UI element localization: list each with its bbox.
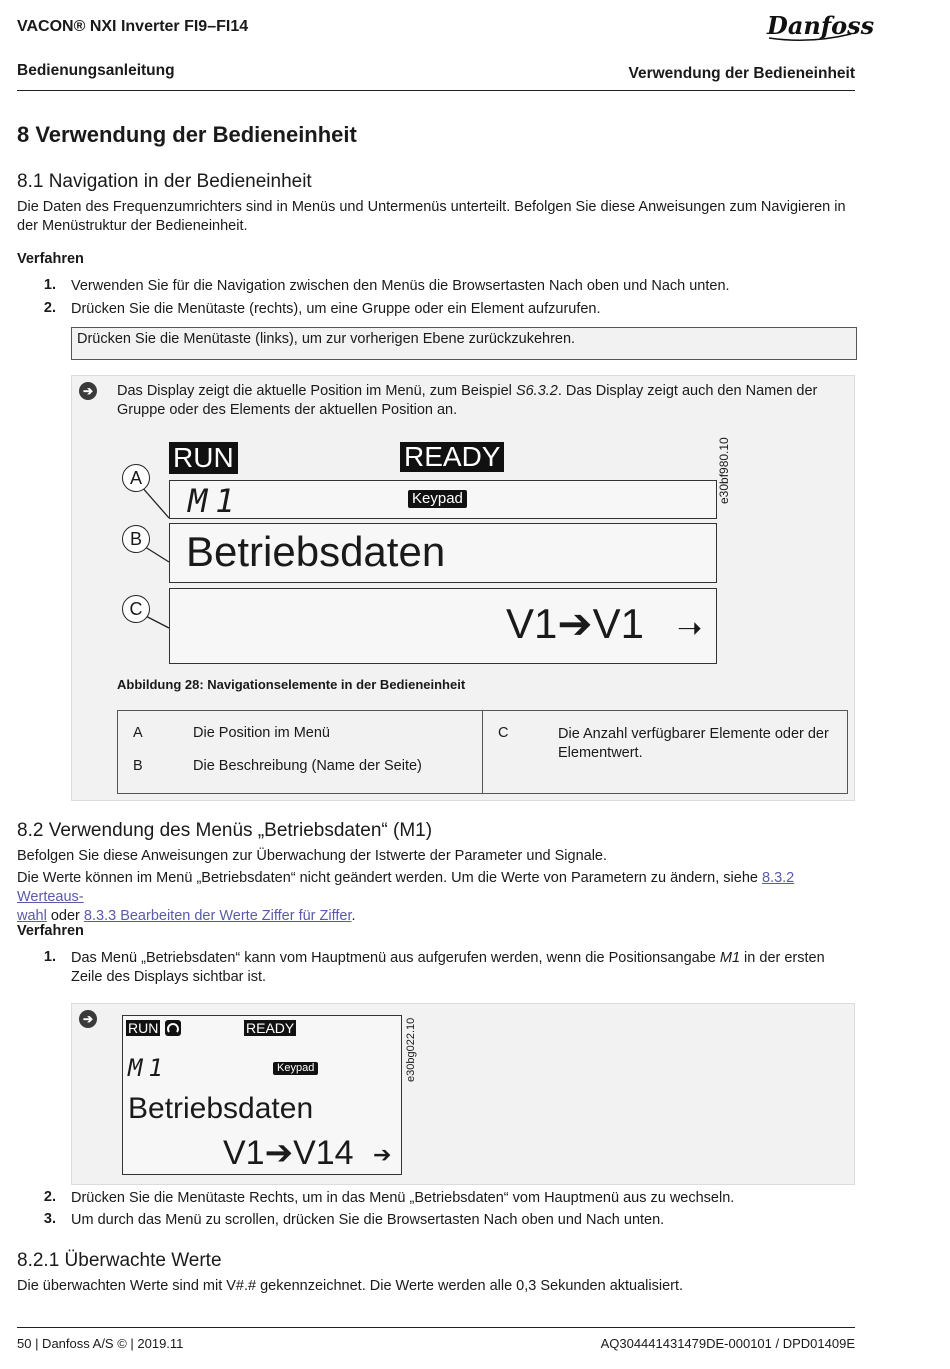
procedure-label: Verfahren <box>17 251 84 267</box>
arrow-right-icon: ➝ <box>677 612 703 645</box>
callout-c: C <box>122 595 150 623</box>
section-8-2-heading: 8.2 Verwendung des Menüs „Betriebsdaten“ (M1) <box>17 820 433 841</box>
step-number: 2. <box>43 300 56 316</box>
menu-location: M1 <box>188 482 243 520</box>
description-field <box>169 523 717 583</box>
figure-code: e30bg022.10 <box>405 1017 417 1082</box>
legend-table <box>117 710 848 794</box>
figure-code: e30bf980.10 <box>717 437 731 504</box>
link-8-3-3[interactable]: 8.3.3 Bearbeiten der Werte Ziffer für Ziffer <box>83 908 352 924</box>
step-number: 3. <box>43 1211 56 1227</box>
element-value: V1➔V1 <box>506 600 644 647</box>
legend-key: B <box>133 758 143 774</box>
danfoss-logo <box>765 8 875 46</box>
step-text: Verwenden Sie für die Navigation zwischen den Menüs die Browsertasten Nach oben und Nach unten. <box>71 278 730 294</box>
section-8-1-intro: Die Daten des Frequenzumrichters sind in Menüs und Untermenüs unterteilt. Befolgen Sie diese Anweisungen zum Navigieren in der Menüstruktur der Bedieneinheit. <box>17 199 846 234</box>
footer-rule <box>17 1327 855 1328</box>
keypad-indicator: Keypad <box>408 490 467 508</box>
legend-cell <box>118 711 483 794</box>
ready-status-indicator: READY <box>246 1020 295 1036</box>
header-rule <box>17 90 855 91</box>
note-box <box>71 1003 855 1185</box>
figure-caption: Abbildung 28: Navigationselemente in der Bedieneinheit <box>117 677 466 692</box>
logo-text: Danfoss <box>767 11 875 40</box>
step-text: Drücken Sie die Menütaste (rechts), um eine Gruppe oder ein Element aufzurufen. <box>71 301 601 317</box>
run-status-indicator: RUN <box>169 442 238 474</box>
substep-box <box>71 327 857 360</box>
callout-a: A <box>122 464 150 492</box>
document-title: VACON® NXI Inverter FI9–FI14 <box>17 18 249 35</box>
value-field <box>169 588 717 664</box>
legend-key: C <box>498 725 509 741</box>
keypad-display <box>122 1015 402 1175</box>
arrow-right-icon: ➔ <box>79 1010 97 1028</box>
link-8-3-2-cont[interactable]: wahl <box>17 908 47 924</box>
run-status-indicator: RUN <box>128 1020 159 1036</box>
section-8-2-intro: Befolgen Sie diese Anweisungen zur Überwachung der Istwerte der Parameter und Signale. <box>17 848 608 864</box>
running-section-title: Verwendung der Bedieneinheit <box>628 65 855 82</box>
step-text: Drücken Sie die Menütaste Rechts, um in das Menü „Betriebsdaten“ vom Hauptmenü aus zu wechseln. <box>71 1190 735 1206</box>
step-text: Das Menü „Betriebsdaten“ kann vom Hauptmenü aus aufgerufen werden, wenn die Positionsangabe M1 in der ersten Zeile des Displays sichtbar ist. <box>71 950 825 985</box>
footer-left: 50 | Danfoss A/S © | 2019.11 <box>17 1336 184 1351</box>
element-value: V1➔V14 <box>223 1134 354 1172</box>
callout-b: B <box>122 525 150 553</box>
legend-key: A <box>133 725 143 741</box>
keypad-indicator: Keypad <box>273 1062 318 1075</box>
note-box <box>71 375 855 801</box>
menu-location: M1 <box>128 1054 169 1082</box>
arrow-right-icon: ➔ <box>373 1142 392 1167</box>
section-8-2-1-text: Die überwachten Werte sind mit V#.# gekennzeichnet. Die Werte werden alle 0,3 Sekunden aktualisiert. <box>17 1278 684 1294</box>
legend-text: Die Anzahl verfügbarer Elemente oder der Elementwert. <box>558 726 829 761</box>
page-description: Betriebsdaten <box>186 528 446 575</box>
substep-text: Drücken Sie die Menütaste (links), um zur vorherigen Ebene zurückzukehren. <box>77 331 576 347</box>
legend-text: Die Position im Menü <box>193 725 330 741</box>
step-number: 1. <box>43 949 56 965</box>
location-field <box>169 480 717 519</box>
document-type: Bedienungsanleitung <box>17 62 175 79</box>
step-number: 1. <box>43 277 56 293</box>
footer-right: AQ304441431479DE-000101 / DPD01409E <box>600 1336 855 1351</box>
chapter-title: 8 Verwendung der Bedieneinheit <box>17 122 357 147</box>
ready-status-indicator: READY <box>400 442 504 472</box>
arrow-right-icon: ➔ <box>79 382 97 400</box>
note-text: Das Display zeigt die aktuelle Position im Menü, zum Beispiel S6.3.2. Das Display zeigt auch den Namen der Gruppe oder des Elements der aktuellen Position an. <box>117 383 818 418</box>
section-8-2-1-heading: 8.2.1 Überwachte Werte <box>17 1250 222 1271</box>
step-text: Um durch das Menü zu scrollen, drücken Sie die Browsertasten Nach oben und Nach unten. <box>71 1212 665 1228</box>
legend-text: Die Beschreibung (Name der Seite) <box>193 758 422 774</box>
link-8-3-2[interactable]: 8.3.2 Werteaus- <box>17 870 795 905</box>
section-8-2-paragraph: Die Werte können im Menü „Betriebsdaten“ nicht geändert werden. Um die Werte von Parametern zu ändern, siehe 8.3.2 Werteaus- wahl oder 8.3.3 Bearbeiten der Werte Ziffer für Ziffer. <box>17 870 795 924</box>
legend-cell <box>483 711 848 794</box>
rotation-icon <box>165 1020 181 1036</box>
procedure-label: Verfahren <box>17 923 84 939</box>
page-description: Betriebsdaten <box>128 1092 314 1125</box>
step-number: 2. <box>43 1189 56 1205</box>
section-8-1-heading: 8.1 Navigation in der Bedieneinheit <box>17 171 312 192</box>
